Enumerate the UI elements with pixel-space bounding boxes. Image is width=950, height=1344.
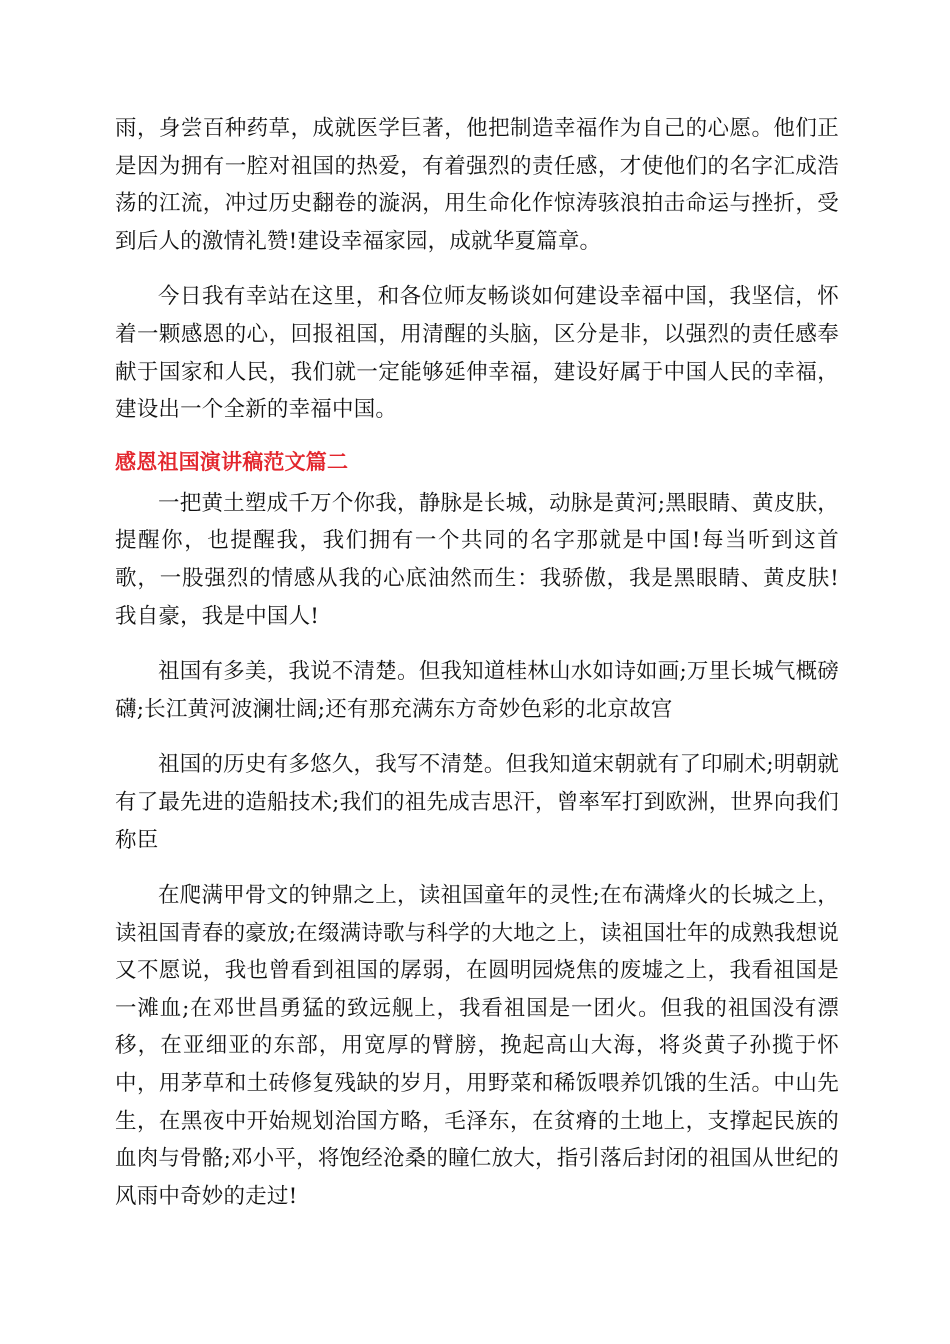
document-page (115, 110, 839, 1233)
paragraph-5: 祖国的历史有多悠久，我写不清楚。但我知道宋朝就有了印刷术;明朝就有了最先进的造船技术;我们的祖先成吉思汗，曾率军打到欧洲，世界向我们称臣 (115, 752, 839, 853)
paragraph-2: 今日我有幸站在这里，和各位师友畅谈如何建设幸福中国，我坚信，怀着一颗感恩的心，回报祖国，用清醒的头脑，区分是非，以强烈的责任感奉献于国家和人民，我们就一定能够延伸幸福，建设好属于中国人民的幸福，建设出一个全新的幸福中国。 (115, 284, 839, 423)
paragraph-4: 祖国有多美，我说不清楚。但我知道桂林山水如诗如画;万里长城气概磅礴;长江黄河波澜壮阔;还有那充满东方奇妙色彩的北京故宫 (115, 659, 839, 722)
paragraph-3: 一把黄土塑成千万个你我，静脉是长城，动脉是黄河;黑眼睛、黄皮肤，提醒你，也提醒我，我们拥有一个共同的名字那就是中国!每当听到这首歌，一股强烈的情感从我的心底油然而生：我骄傲，我是黑眼睛、黄皮肤!我自豪，我是中国人! (115, 490, 839, 629)
paragraph-6: 在爬满甲骨文的钟鼎之上，读祖国童年的灵性;在布满烽火的长城之上，读祖国青春的豪放;在缀满诗歌与科学的大地之上，读祖国壮年的成熟我想说又不愿说，我也曾看到祖国的孱弱，在圆明园烧焦的废墟之上，我看祖国是一滩血;在邓世昌勇猛的致远舰上，我看祖国是一团火。但我的祖国没有漂移，在亚细亚的东部，用宽厚的臂膀，挽起高山大海，将炎黄子孙揽于怀中，用茅草和土砖修复残缺的岁月，用野菜和稀饭喂养饥饿的生活。中山先生，在黑夜中开始规划治国方略，毛泽东，在贫瘠的土地上，支撑起民族的血肉与骨骼;邓小平，将饱经沧桑的瞳仁放大，指引落后封闭的祖国从世纪的风雨中奇妙的走过! (115, 883, 839, 1209)
paragraph-1: 雨，身尝百种药草，成就医学巨著，他把制造幸福作为自己的心愿。他们正是因为拥有一腔对祖国的热爱，有着强烈的责任感，才使他们的名字汇成浩荡的江流，冲过历史翻卷的漩涡，用生命化作惊涛骇浪拍击命运与挫折，受到后人的激情礼赞!建设幸福家园，成就华夏篇章。 (115, 116, 839, 254)
section-heading: 感恩祖国演讲稿范文篇二 (115, 449, 349, 474)
